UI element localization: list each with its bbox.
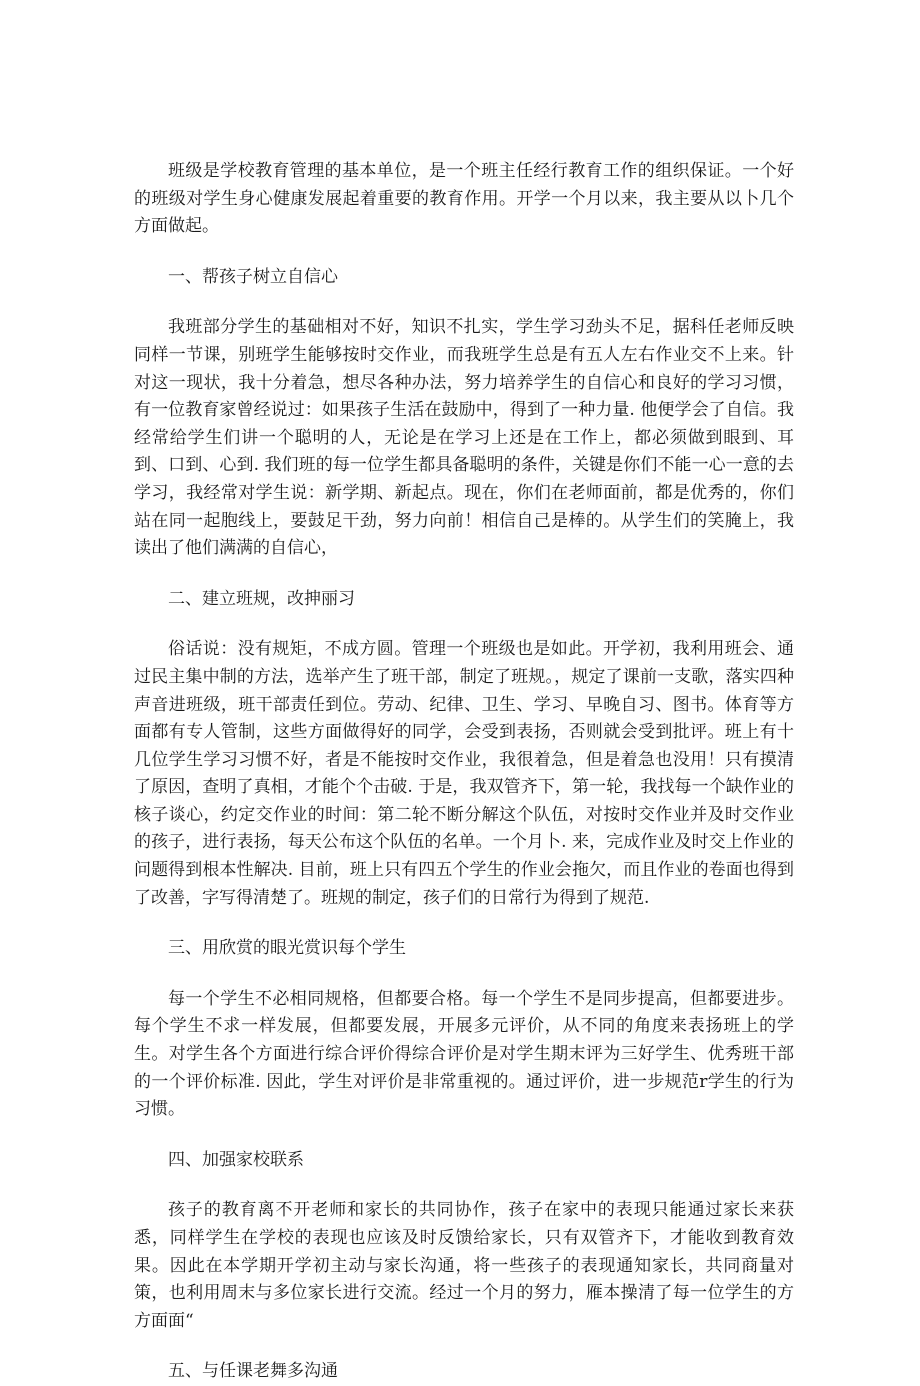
section-heading-2: 二、建立班规，改抻丽习 — [168, 588, 355, 609]
section-paragraph-3: 每一个学生不必相同规格，但都要合格。每一个学生不是同步提高，但都要进步。每个学生不求一样发展，但都要发展，开展多元评价，从不同的角度来表扬班上的学生。对学生各个方面进行综合评价得综合评价是对学生期末评为三好学生、优秀班干部的一个评价标准. 因此，学生对评价是非常重视的。通过评价，进一步规范r学生的行为习惯。 — [134, 988, 794, 1120]
section-paragraph-1: 我班部分学生的基础相对不好，知识不扎实，学生学习劲头不足，据科任老师反映同样一节课，别班学生能够按时交作业，而我班学生总是有五人左右作业交不上来。针对这一现状，我十分着急，想尽各种办法，努力培养学生的自信心和良好的学习习惯，有一位教育家曾经说过：如果孩子生活在鼓励中，得到了一种力量. 他便学会了自信。我经常给学生们讲一个聪明的人，无论是在学习上还是在工作上，都必须做到眼到、耳到、口到、心到. 我们班的每一位学生都具备聪明的条件，关键是你们不能一心一意的去学习，我经常对学生说：新学期、新起点。现在，你们在老师面前，都是优秀的，你们站在同一起胞线上，要鼓足干劲，努力向前！相信自己是棒的。从学生们的笑腌上，我读出了他们满满的自信心， — [134, 317, 794, 559]
section-heading-5: 五、与任课老舞多沟通 — [168, 1361, 338, 1382]
section-heading-3: 三、用欣赏的眼光赏识每个学生 — [168, 938, 406, 959]
section-heading-4: 四、加强家校联系 — [168, 1149, 304, 1170]
intro-paragraph: 班级是学校教育管理的基本单位，是一个班主任经行教育工作的组织保证。一个好的班级对学生身心健康发展起着重要的教育作用。开学一个月以来，我主要从以卜几个方面做起。 — [134, 161, 794, 237]
section-paragraph-4: 孩子的教育离不开老师和家长的共同协作，孩子在家中的表现只能通过家长来获悉，同样学生在学校的表现也应该及时反馈给家长，只有双管齐下，才能收到教育效果。因此在本学期开学初主动与家长沟通，将一些孩子的表现通知家长，共同商量对策，也利用周末与多位家长进行交流。经过一个月的努力，雁本操清了每一位学生的方方面面“ — [134, 1200, 794, 1331]
section-paragraph-2: 俗话说：没有规矩，不成方圆。管理一个班级也是如此。开学初，我利用班会、通过民主集中制的方法，选举产生了班干部，制定了班规。，规定了课前一支歌，落实四种声音进班级，班干部责任到位。劳动、纪律、卫生、学习、早晚自习、图书。体育等方面都有专人管制，这些方面做得好的同学，会受到表扬，否则就会受到批评。班上有十几位学生学习习惯不好，者是不能按时交作业，我很着急，但是着急也没用！只有摸清了原因，查明了真相，才能个个击破. 于是，我双管齐下，第一轮，我找每一个缺作业的核子谈心，约定交作业的时间：第二轮不断分解这个队伍，对按时交作业并及时交作业的孩子，进行表扬，每天公布这个队伍的名单。一个月卜. 来，完成作业及时交上作业的问题得到根本性解决. 目前，班上只有四五个学生的作业会拖欠，而且作业的卷面也得到了改善，字写得清楚了。班规的制定，孩子们的日常行为得到了规范. — [134, 639, 794, 908]
document-body — [134, 158, 794, 1386]
section-heading-1: 一、帮孩子树立自信心 — [168, 266, 338, 287]
